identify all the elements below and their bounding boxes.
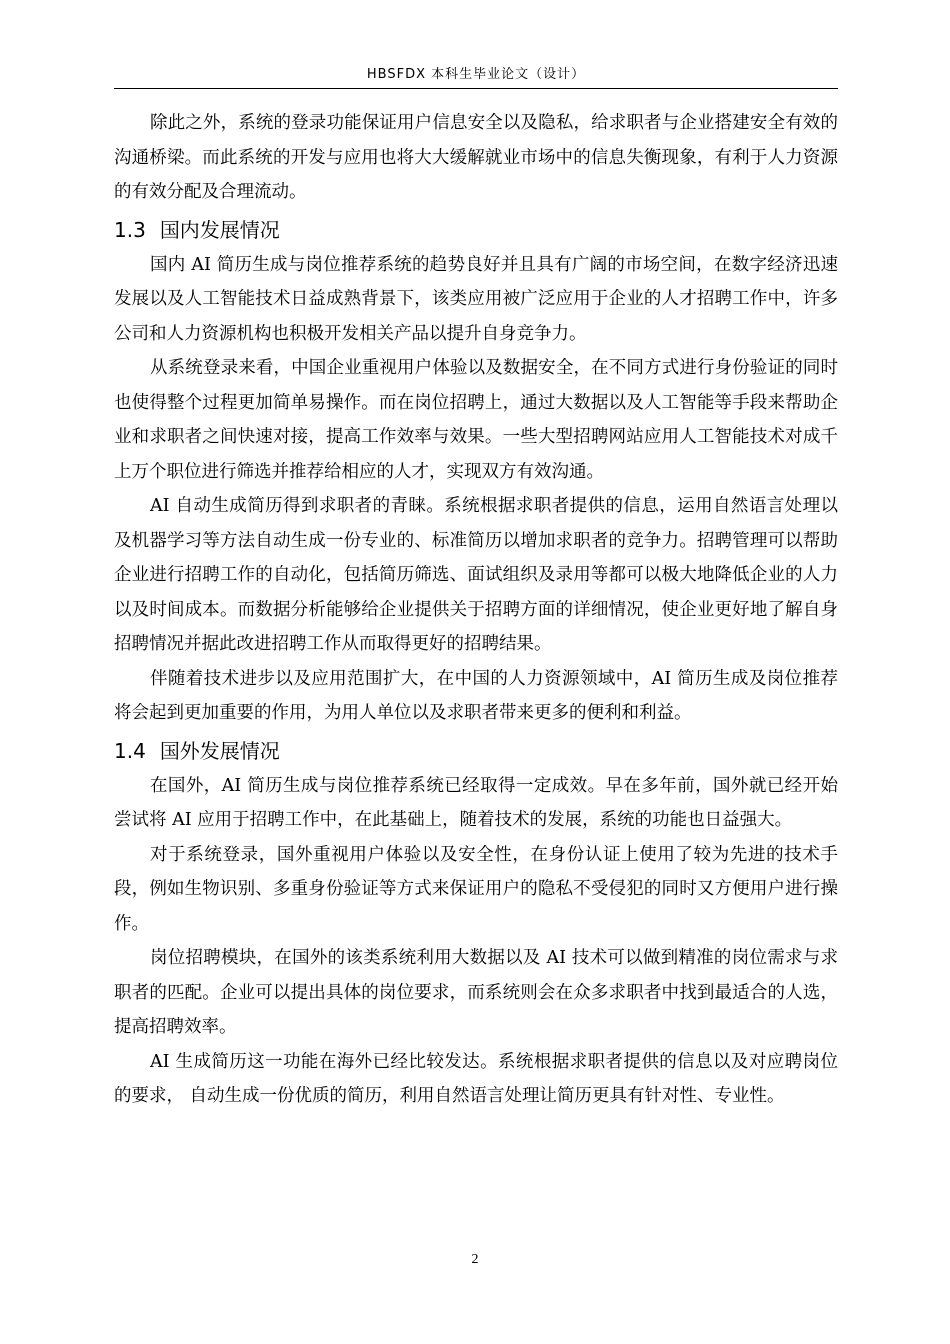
body-paragraph: 除此之外，系统的登录功能保证用户信息安全以及隐私，给求职者与企业搭建安全有效的沟通桥梁。而此系统的开发与应用也将大大缓解就业市场中的信息失衡现象，有利于人力资源的有效分配及合理流动。 bbox=[114, 113, 838, 202]
section-title: 国内发展情况 bbox=[159, 217, 280, 242]
section-number: 1.3 bbox=[114, 217, 146, 242]
header-rule bbox=[114, 88, 838, 89]
section-title: 国外发展情况 bbox=[159, 738, 280, 763]
body-paragraph: 对于系统登录，国外重视用户体验以及安全性，在身份认证上使用了较为先进的技术手段，例如生物识别、多重身份验证等方式来保证用户的隐私不受侵犯的同时又方便用户进行操作。 bbox=[114, 844, 838, 934]
page-content bbox=[114, 106, 838, 1114]
body-paragraph: AI 生成简历这一功能在海外已经比较发达。系统根据求职者提供的信息以及对应聘岗位的要求， 自动生成一份优质的简历，利用自然语言处理让简历更具有针对性、专业性。 bbox=[114, 1051, 838, 1106]
body-paragraph: AI 自动生成简历得到求职者的青睐。系统根据求职者提供的信息，运用自然语言处理以及机器学习等方法自动生成一份专业的、标准简历以增加求职者的竞争力。招聘管理可以帮助企业进行招聘工作的自动化，包括简历筛选、面试组织及录用等都可以极大地降低企业的人力以及时间成本。而数据分析能够给企业提供关于招聘方面的详细情况，使企业更好地了解自身招聘情况并据此改进招聘工作从而取得更好的招聘结果。 bbox=[114, 496, 838, 654]
section-heading-1-3 bbox=[114, 212, 838, 248]
section-heading-1-4 bbox=[114, 733, 838, 769]
body-paragraph: 在国外，AI 简历生成与岗位推荐系统已经取得一定成效。早在多年前，国外就已经开始尝试将 AI 应用于招聘工作中，在此基础上，随着技术的发展，系统的功能也日益强大。 bbox=[114, 775, 838, 830]
running-header: HBSFDX 本科生毕业论文（设计） bbox=[366, 67, 586, 82]
body-paragraph: 岗位招聘模块，在国外的该类系统利用大数据以及 AI 技术可以做到精准的岗位需求与求职者的匹配。企业可以提出具体的岗位要求，而系统则会在众多求职者中找到最适合的人选，提高招聘效率。 bbox=[114, 948, 838, 1037]
body-paragraph: 伴随着技术进步以及应用范围扩大，在中国的人力资源领域中，AI 简历生成及岗位推荐将会起到更加重要的作用，为用人单位以及求职者带来更多的便利和利益。 bbox=[114, 668, 838, 723]
section-number: 1.4 bbox=[114, 738, 146, 763]
body-paragraph: 国内 AI 简历生成与岗位推荐系统的趋势良好并且具有广阔的市场空间，在数字经济迅速发展以及人工智能技术日益成熟背景下，该类应用被广泛应用于企业的人才招聘工作中，许多公司和人力资源机构也积极开发相关产品以提升自身竞争力。 bbox=[114, 254, 838, 344]
body-paragraph: 从系统登录来看，中国企业重视用户体验以及数据安全，在不同方式进行身份验证的同时也使得整个过程更加简单易操作。而在岗位招聘上，通过大数据以及人工智能等手段来帮助企业和求职者之间快速对接，提高工作效率与效果。一些大型招聘网站应用人工智能技术对成千上万个职位进行筛选并推荐给相应的人才，实现双方有效沟通。 bbox=[114, 358, 838, 482]
page-number: 2 bbox=[471, 1252, 479, 1267]
